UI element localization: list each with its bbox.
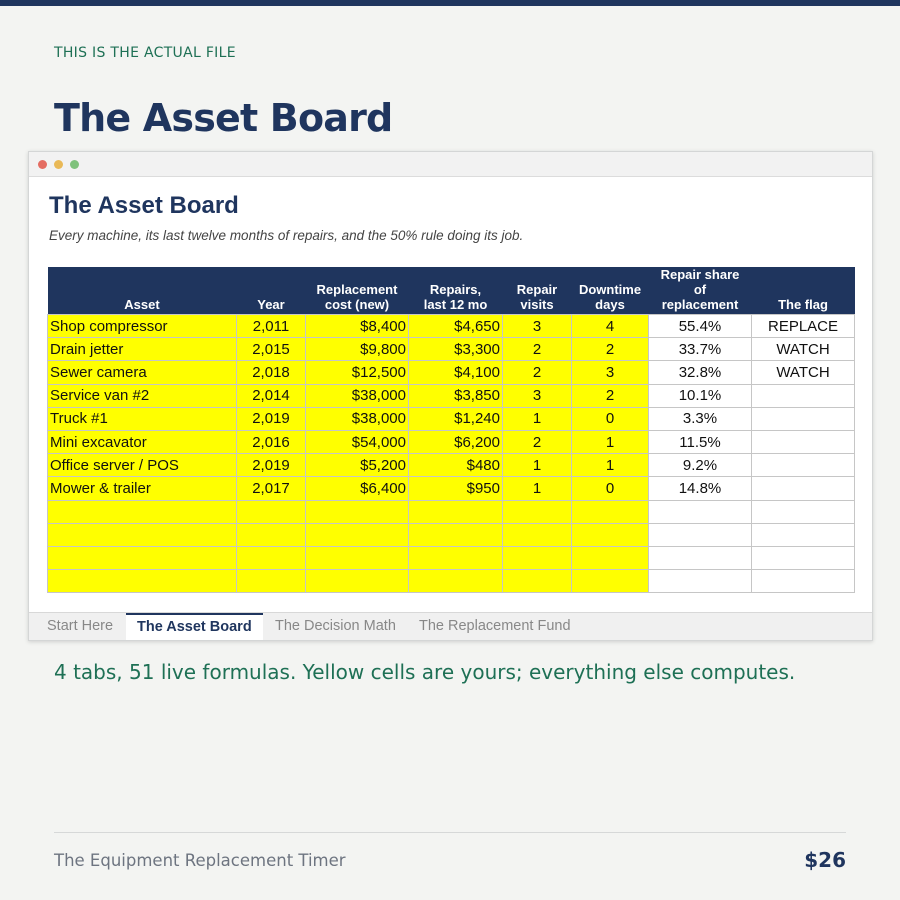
cell-repairs-12mo[interactable]: $4,650 xyxy=(409,315,503,338)
cell-replacement-cost[interactable]: $38,000 xyxy=(306,407,409,430)
cell-downtime-days[interactable]: 3 xyxy=(572,361,649,384)
maximize-dot-icon[interactable] xyxy=(70,160,79,169)
cell-flag[interactable] xyxy=(752,477,855,500)
cell-repair-visits[interactable]: 1 xyxy=(503,454,572,477)
cell-flag[interactable]: WATCH xyxy=(752,338,855,361)
cell-downtime-days[interactable]: 2 xyxy=(572,338,649,361)
column-header-line: The flag xyxy=(778,297,828,312)
cell-downtime-days[interactable] xyxy=(572,500,649,523)
cell-asset[interactable]: Mini excavator xyxy=(48,430,237,453)
column-header-line: last 12 mo xyxy=(423,297,488,312)
table-row xyxy=(48,315,855,338)
column-header-flag xyxy=(752,267,855,315)
column-header-line: of xyxy=(693,282,707,297)
cell-flag[interactable] xyxy=(752,523,855,546)
close-dot-icon[interactable] xyxy=(38,160,47,169)
asset-table xyxy=(47,267,855,593)
cell-asset[interactable]: Office server / POS xyxy=(48,454,237,477)
cell-repair-share[interactable] xyxy=(649,546,752,569)
cell-replacement-cost[interactable]: $54,000 xyxy=(306,430,409,453)
tab-replacement-fund[interactable]: The Replacement Fund xyxy=(419,618,571,634)
table-row xyxy=(48,570,855,593)
footer-divider xyxy=(54,832,846,833)
cell-downtime-days[interactable] xyxy=(572,546,649,569)
table-header-row xyxy=(48,267,855,315)
cell-replacement-cost[interactable] xyxy=(306,523,409,546)
cell-repair-share[interactable] xyxy=(649,570,752,593)
column-header-downtime-days xyxy=(572,267,649,315)
cell-year[interactable]: 2,016 xyxy=(237,430,306,453)
cell-downtime-days[interactable] xyxy=(572,570,649,593)
column-header-line: Downtime xyxy=(578,282,642,297)
cell-repairs-12mo[interactable]: $480 xyxy=(409,454,503,477)
cell-repairs-12mo[interactable]: $4,100 xyxy=(409,361,503,384)
cell-year[interactable]: 2,018 xyxy=(237,361,306,384)
cell-repair-visits[interactable]: 2 xyxy=(503,361,572,384)
table-row xyxy=(48,500,855,523)
table-row xyxy=(48,407,855,430)
cell-downtime-days[interactable]: 1 xyxy=(572,454,649,477)
cell-repairs-12mo[interactable]: $3,300 xyxy=(409,338,503,361)
cell-flag[interactable] xyxy=(752,500,855,523)
cell-replacement-cost[interactable] xyxy=(306,546,409,569)
tab-start-here[interactable]: Start Here xyxy=(47,618,114,634)
cell-repair-share[interactable]: 14.8% xyxy=(649,477,752,500)
cell-repair-visits[interactable] xyxy=(503,523,572,546)
column-header-asset xyxy=(48,267,237,315)
cell-repair-share[interactable]: 32.8% xyxy=(649,361,752,384)
table-row xyxy=(48,546,855,569)
cell-repair-visits[interactable]: 3 xyxy=(503,384,572,407)
table-row xyxy=(48,384,855,407)
table-row xyxy=(48,338,855,361)
cell-flag[interactable] xyxy=(752,384,855,407)
cell-repair-share[interactable]: 11.5% xyxy=(649,430,752,453)
column-header-line: Repair share xyxy=(660,267,740,282)
cell-downtime-days[interactable]: 2 xyxy=(572,384,649,407)
cell-year[interactable]: 2,019 xyxy=(237,454,306,477)
cell-replacement-cost[interactable]: $38,000 xyxy=(306,384,409,407)
cell-asset[interactable] xyxy=(48,500,237,523)
cell-year[interactable]: 2,017 xyxy=(237,477,306,500)
cell-repair-share[interactable]: 33.7% xyxy=(649,338,752,361)
cell-repair-visits[interactable] xyxy=(503,546,572,569)
eyebrow-label: THIS IS THE ACTUAL FILE xyxy=(54,45,236,61)
cell-repairs-12mo[interactable]: $950 xyxy=(409,477,503,500)
cell-year[interactable]: 2,019 xyxy=(237,407,306,430)
cell-asset[interactable]: Shop compressor xyxy=(48,315,237,338)
cell-repair-visits[interactable]: 3 xyxy=(503,315,572,338)
cell-year[interactable]: 2,011 xyxy=(237,315,306,338)
column-header-replacement-cost xyxy=(306,267,409,315)
cell-repair-share[interactable] xyxy=(649,500,752,523)
cell-replacement-cost[interactable]: $8,400 xyxy=(306,315,409,338)
cell-asset[interactable]: Sewer camera xyxy=(48,361,237,384)
cell-flag[interactable] xyxy=(752,407,855,430)
cell-replacement-cost[interactable] xyxy=(306,570,409,593)
cell-year[interactable]: 2,015 xyxy=(237,338,306,361)
column-header-line: Repair xyxy=(516,282,558,297)
cell-repair-visits[interactable]: 2 xyxy=(503,430,572,453)
cell-asset[interactable] xyxy=(48,546,237,569)
sheet-title: The Asset Board xyxy=(49,192,239,219)
cell-repairs-12mo[interactable] xyxy=(409,570,503,593)
cell-asset[interactable]: Mower & trailer xyxy=(48,477,237,500)
cell-repair-share[interactable] xyxy=(649,523,752,546)
sheet-tab-bar xyxy=(29,612,872,640)
cell-asset[interactable]: Drain jetter xyxy=(48,338,237,361)
cell-downtime-days[interactable]: 4 xyxy=(572,315,649,338)
column-header-year xyxy=(237,267,306,315)
table-row xyxy=(48,361,855,384)
sheet-subtitle: Every machine, its last twelve months of repairs, and the 50% rule doing its job. xyxy=(49,228,524,243)
cell-asset[interactable] xyxy=(48,570,237,593)
cell-year[interactable] xyxy=(237,523,306,546)
column-header-repairs-12mo xyxy=(409,267,503,315)
cell-flag[interactable]: WATCH xyxy=(752,361,855,384)
column-header-line: cost (new) xyxy=(324,297,390,312)
column-header-line: Replacement xyxy=(316,282,398,297)
table-row xyxy=(48,430,855,453)
cell-flag[interactable] xyxy=(752,430,855,453)
cell-repair-visits[interactable]: 1 xyxy=(503,477,572,500)
cell-repair-share[interactable]: 9.2% xyxy=(649,454,752,477)
column-header-line: days xyxy=(595,297,625,312)
caption-text: 4 tabs, 51 live formulas. Yellow cells are yours; everything else computes. xyxy=(54,660,796,684)
table-row xyxy=(48,477,855,500)
cell-asset[interactable]: Truck #1 xyxy=(48,407,237,430)
cell-replacement-cost[interactable]: $5,200 xyxy=(306,454,409,477)
cell-downtime-days[interactable]: 1 xyxy=(572,430,649,453)
spreadsheet-window xyxy=(28,151,873,641)
column-header-line: replacement xyxy=(661,297,739,312)
cell-downtime-days[interactable]: 0 xyxy=(572,477,649,500)
cell-replacement-cost[interactable]: $12,500 xyxy=(306,361,409,384)
cell-flag[interactable]: REPLACE xyxy=(752,315,855,338)
column-header-line: Repairs, xyxy=(429,282,482,297)
cell-replacement-cost[interactable]: $9,800 xyxy=(306,338,409,361)
cell-repair-share[interactable]: 3.3% xyxy=(649,407,752,430)
cell-repair-visits[interactable]: 2 xyxy=(503,338,572,361)
minimize-dot-icon[interactable] xyxy=(54,160,63,169)
column-header-repair-share xyxy=(649,267,752,315)
cell-flag[interactable] xyxy=(752,454,855,477)
cell-repairs-12mo[interactable] xyxy=(409,523,503,546)
table-row xyxy=(48,454,855,477)
cell-repairs-12mo[interactable] xyxy=(409,546,503,569)
cell-repairs-12mo[interactable]: $3,850 xyxy=(409,384,503,407)
column-header-line: visits xyxy=(520,297,554,312)
table-row xyxy=(48,523,855,546)
column-header-line: Year xyxy=(257,297,285,312)
cell-year[interactable] xyxy=(237,546,306,569)
cell-year[interactable] xyxy=(237,500,306,523)
cell-year[interactable] xyxy=(237,570,306,593)
cell-repairs-12mo[interactable]: $1,240 xyxy=(409,407,503,430)
column-header-line: Asset xyxy=(124,297,160,312)
cell-repair-visits[interactable] xyxy=(503,500,572,523)
cell-repairs-12mo[interactable] xyxy=(409,500,503,523)
cell-flag[interactable] xyxy=(752,570,855,593)
column-header-repair-visits xyxy=(503,267,572,315)
page-headline: The Asset Board xyxy=(54,96,393,140)
cell-flag[interactable] xyxy=(752,546,855,569)
window-titlebar xyxy=(29,152,872,177)
tab-asset-board[interactable]: The Asset Board xyxy=(126,613,263,640)
cell-repair-share[interactable]: 10.1% xyxy=(649,384,752,407)
cell-repairs-12mo[interactable]: $6,200 xyxy=(409,430,503,453)
cell-repair-visits[interactable] xyxy=(503,570,572,593)
cell-downtime-days[interactable] xyxy=(572,523,649,546)
cell-replacement-cost[interactable]: $6,400 xyxy=(306,477,409,500)
footer-price: $26 xyxy=(804,848,846,872)
cell-repair-visits[interactable]: 1 xyxy=(503,407,572,430)
cell-repair-share[interactable]: 55.4% xyxy=(649,315,752,338)
cell-asset[interactable]: Service van #2 xyxy=(48,384,237,407)
tab-decision-math[interactable]: The Decision Math xyxy=(275,618,396,634)
cell-asset[interactable] xyxy=(48,523,237,546)
cell-replacement-cost[interactable] xyxy=(306,500,409,523)
cell-year[interactable]: 2,014 xyxy=(237,384,306,407)
footer-product-name: The Equipment Replacement Timer xyxy=(54,851,346,870)
cell-downtime-days[interactable]: 0 xyxy=(572,407,649,430)
top-accent-bar xyxy=(0,0,900,6)
